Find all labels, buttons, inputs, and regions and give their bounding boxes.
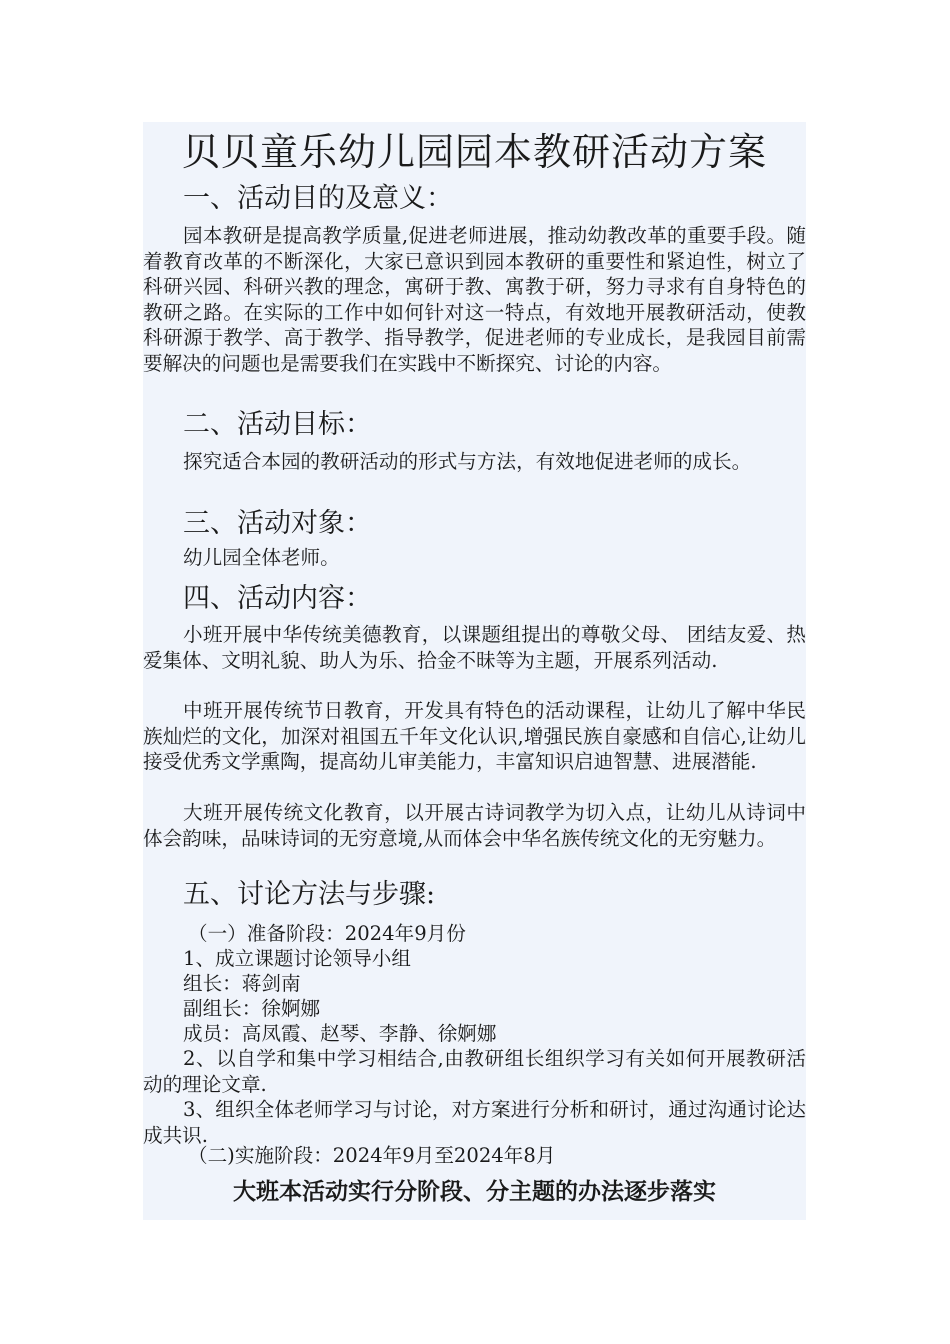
section-heading-methods: 五、讨论方法与步骤: [183, 879, 436, 910]
stage-implementation: （二)实施阶段：2024年9月至2024年8月 [188, 1144, 556, 1167]
item-establish-group: 1、成立课题讨论领导小组 [183, 947, 411, 970]
item-discussion: 3、组织全体老师学习与讨论，对方案进行分析和研讨，通过沟通讨论达成共识. [143, 1098, 806, 1147]
section-heading-goals: 二、活动目标： [183, 409, 372, 440]
section-heading-content: 四、活动内容： [183, 583, 372, 614]
section-heading-purpose: 一、活动目的及意义： [183, 183, 453, 214]
paragraph-purpose: 园本教研是提高教学质量,促进老师进展，推动幼教改革的重要手段。随着教育改革的不断深化，大家已意识到园本教研的重要性和紧迫性，树立了科研兴园、科研兴教的理念，寓研于教、寓教于研，努力寻求有自身特色的教研之路。在实际的工作中如何针对这一特点，有效地开展教研活动，使教科研源于教学、高于教学、指导教学，促进老师的专业成长，是我园目前需要解决的问题也是需要我们在实践中不断探究、讨论的内容。 [143, 224, 806, 375]
document-page [143, 122, 806, 1220]
item-self-study: 2、以自学和集中学习相结合,由教研组长组织学习有关如何开展教研活动的理论文章. [143, 1047, 806, 1096]
document-title: 贝贝童乐幼儿园园本教研活动方案 [181, 130, 767, 174]
paragraph-goals: 探究适合本园的教研活动的形式与方法，有效地促进老师的成长。 [183, 450, 752, 473]
section-heading-audience: 三、活动对象： [183, 508, 372, 539]
paragraph-audience: 幼儿园全体老师。 [183, 546, 340, 569]
group-leader: 组长：蒋剑南 [183, 972, 301, 995]
paragraph-big-class: 大班开展传统文化教育，以开展古诗词教学为切入点，让幼儿从诗词中体会韵味，品味诗词的无穷意境,从而体会中华名族传统文化的无穷魅力。 [143, 801, 806, 850]
stage-preparation: （一）准备阶段：2024年9月份 [188, 922, 466, 945]
paragraph-small-class: 小班开展中华传统美德教育，以课题组提出的尊敬父母、 团结友爱、热爱集体、文明礼貌、助人为乐、拾金不昧等为主题，开展系列活动. [143, 623, 806, 672]
group-vice-leader: 副组长：徐婀娜 [183, 997, 321, 1020]
closing-statement: 大班本活动实行分阶段、分主题的办法逐步落实 [233, 1179, 716, 1205]
paragraph-middle-class: 中班开展传统节日教育，开发具有特色的活动课程，让幼儿了解中华民族灿烂的文化，加深对祖国五千年文化认识,增强民族自豪感和自信心,让幼儿接受优秀文学熏陶，提高幼儿审美能力，丰富知识启迪智慧、进展潜能. [143, 699, 806, 773]
group-members: 成员：高凤霞、赵琴、李静、徐婀娜 [183, 1022, 497, 1045]
